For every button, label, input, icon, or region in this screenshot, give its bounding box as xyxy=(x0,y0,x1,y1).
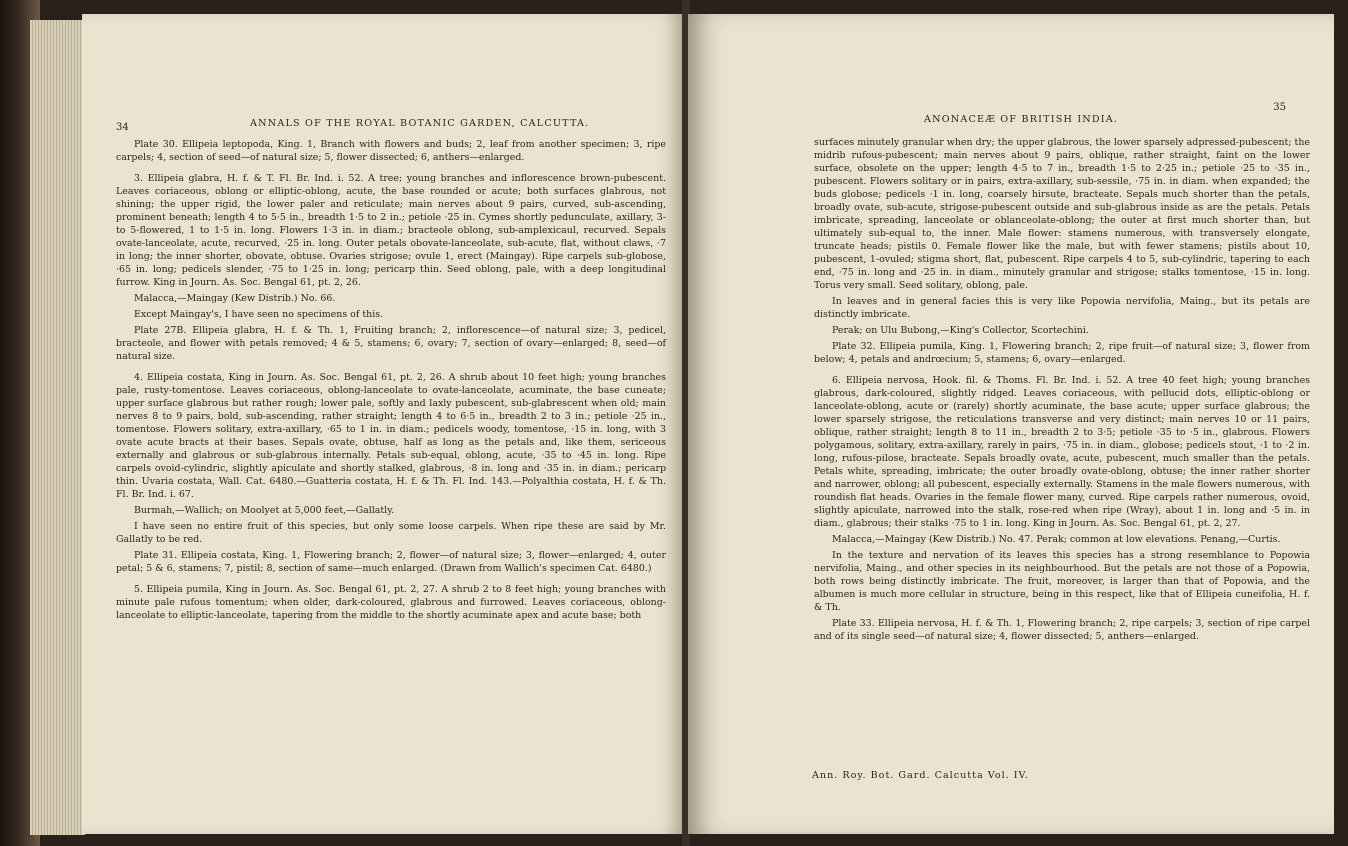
paragraph: Plate 31. Ellipeia costata, King. 1, Flowering branch; 2, flower—of natural size; 3, flower—enlarged; 4, outer petal; 5 & 6, stamens; 7, pistil; 8, section of same—much enlarged. (Drawn from Wallich's specimen Cat. 6480.) xyxy=(116,550,666,574)
paragraph: Plate 30. Ellipeia leptopoda, King. 1, Branch with flowers and buds; 2, leaf from another specimen; 3, ripe carpels; 4, section of seed—of natural size; 5, flower dissected; 6, anthers—enlarged. xyxy=(116,139,666,163)
right-body-text xyxy=(814,136,1310,646)
left-page-number: 34 xyxy=(116,122,129,133)
paragraph: Plate 33. Ellipeia nervosa, H. f. & Th. 1, Flowering branch; 2, ripe carpels; 3, section of ripe carpel and of its single seed—of natural size; 4, flower dissected; 5, anthers—enlarged. xyxy=(814,618,1310,642)
paragraph: Plate 27B. Ellipeia glabra, H. f. & Th. 1, Fruiting branch; 2, inflorescence—of natural size; 3, pedicel, bracteole, and flower with petals removed; 4 & 5, stamens; 6, ovary; 7, section of ovary—enlarged; 8, seed—of natural size. xyxy=(116,325,666,362)
paragraph: 5. Ellipeia pumila, King in Journ. As. Soc. Bengal 61, pt. 2, 27. A shrub 2 to 8 feet high; young branches with minute pale rufous tomentum; when older, dark-coloured, glabrous and furrowed. Leaves coriaceous, oblong-lanceolate to elliptic-lanceolate, tapering from the middle to the shortly acuminate apex and acute base; both xyxy=(116,584,666,621)
paragraph: In leaves and in general facies this is very like Popowia nervifolia, Maing., but its petals are distinctly imbricate. xyxy=(814,296,1310,320)
paragraph: 3. Ellipeia glabra, H. f. & T. Fl. Br. Ind. i. 52. A tree; young branches and inflorescence brown-pubescent. Leaves coriaceous, oblong or elliptic-oblong, acute, the base rounded or acute; both surfaces glabrous, not shining; the upper rigid, the lower paler and reticulate; main nerves about 9 pairs, curved, sub-ascending, prominent beneath; length 4 to 5·5 in., breadth 1·5 to 2 in.; petiole ·25 in. Cymes shortly pedunculate, axillary, 3- to 5-flowered, 1 to 1·5 in. long. Flowers 1·3 in. in diam.; bracteole oblong, sub-amplexicaul, recurved. Sepals ovate-lanceolate, acute, recurved, ·25 in. long. Outer petals obovate-lanceolate, sub-acute, flat, without claws, ·7 in long; the inner shorter, obovate, obtuse. Ovaries strigose; ovule 1, erect (Maingay). Ripe carpels sub-globose, ·65 in. long; pedicels slender, ·75 to 1·25 in. long; pericarp thin. Seed oblong, pale, with a deep longitudinal furrow. King in Journ. As. Soc. Bengal 61, pt. 2, 26. xyxy=(116,173,666,288)
paragraph: Perak; on Ulu Bubong,—King's Collector, Scortechini. xyxy=(832,325,1089,336)
paragraph: Malacca,—Maingay (Kew Distrib.) No. 66. xyxy=(134,293,336,304)
left-body-text xyxy=(116,138,666,625)
page-footer: Ann. Roy. Bot. Gard. Calcutta Vol. IV. xyxy=(812,770,1029,781)
background-edge xyxy=(1334,0,1348,846)
paragraph: 4. Ellipeia costata, King in Journ. As. Soc. Bengal 61, pt. 2, 26. A shrub about 10 feet high; young branches pale, rusty-tomentose. Leaves coriaceous, oblong-lanceolate to ovate-lanceolate, acuminate, the base cuneate; upper surface glabrous but rather rough; lower pale, softly and laxly pubescent, sub-glabrescent when old; main nerves 8 to 9 pairs, bold, sub-ascending, rather straight; length 4 to 6·5 in., breadth 2 to 3 in.; petiole ·25 in., tomentose. Flowers solitary, extra-axillary, ·65 to 1 in. in diam.; pedicels woody, tomentose, ·15 in. long, with 3 ovate acute bracts at their bases. Sepals ovate, obtuse, half as long as the petals and, like them, sericeous externally and glabrous or sub-glabrous internally. Petals sub-equal, oblong, acute, ·35 to ·45 in. long. Ripe carpels ovoid-cylindric, slightly apiculate and shortly stalked, glabrous, ·8 in. long and ·35 in. in diam.; pericarp thin. Uvaria costata, Wall. Cat. 6480.—Guatteria costata, H. f. & Th. Fl. Ind. 143.—Polyalthia costata, H. f. & Th. Fl. Br. Ind. i. 67. xyxy=(116,372,666,500)
right-page xyxy=(688,14,1334,834)
paragraph: 6. Ellipeia nervosa, Hook. fil. & Thoms. Fl. Br. Ind. i. 52. A tree 40 feet high; young branches glabrous, dark-coloured, slightly ridged. Leaves coriaceous, with pellucid dots, elliptic-oblong or lanceolate-oblong, acute or (rarely) shortly acuminate, the base acute; upper surface glabrous; the lower sparsely strigose, the reticulations transverse and very distinct; main nerves 10 or 11 pairs, oblique, rather straight; length 8 to 11 in., breadth 2 to 3·5; petiole ·35 to ·5 in., glabrous. Flowers polygamous, solitary, extra-axillary, rarely in pairs, ·75 in. in diam., globose; pedicels stout, ·1 to ·2 in. long, rufous-pilose, bracteate. Sepals broadly ovate, acute, pubescent, much smaller than the petals. Petals white, spreading, imbricate; the outer broadly ovate-oblong, obtuse; the inner rather shorter and narrower, oblong; all pubescent, especially externally. Stamens in the male flowers numerous, with roundish flat heads. Ovaries in the female flower many, curved. Ripe carpels rather numerous, ovoid, slightly apiculate, narrowed into the stalk, rose-red when ripe (Wray), about 1 in. long and ·5 in. in diam., glabrous; their stalks ·75 to 1 in. long. King in Journ. As. Soc. Bengal 61, pt. 2, 27. xyxy=(814,375,1310,529)
left-running-head: ANNALS OF THE ROYAL BOTANIC GARDEN, CALCUTTA. xyxy=(250,118,590,129)
paragraph: Malacca,—Maingay (Kew Distrib.) No. 47. Perak; common at low elevations. Penang,—Curtis. xyxy=(832,534,1281,545)
left-page xyxy=(82,14,684,834)
right-running-head: ANONACEÆ OF BRITISH INDIA. xyxy=(924,114,1119,125)
right-page-number: 35 xyxy=(1273,102,1286,113)
paragraph: In the texture and nervation of its leaves this species has a strong resemblance to Popowia nervifolia, Maing., and other species in its neighbourhood. But the petals are not those of a Popowia, both rows being distinctly imbricate. The fruit, moreover, is larger than that of Popowia, and the albumen is much more cellular in structure, being in this respect, like that of Ellipeia cuneifolia, H. f. & Th. xyxy=(814,550,1310,613)
paragraph: surfaces minutely granular when dry; the upper glabrous, the lower sparsely adpressed-pubescent; the midrib rufous-pubescent; main nerves about 9 pairs, oblique, rather straight, faint on the lower surface, obsolete on the upper; length 4·5 to 7 in., breadth 1·5 to 2·25 in.; petiole ·25 to ·35 in., pubescent. Flowers solitary or in pairs, extra-axillary, sub-sessile, ·75 in. in diam. when expanded; the buds globose; pedicels ·1 in. long, coarsely hirsute, bracteate. Sepals much shorter than the petals, broadly ovate, sub-acute, strigose-pubescent outside and sub-glabrous inside as are the petals. Petals imbricate, spreading, lanceolate or oblanceolate-oblong; the outer at first much shorter than, but ultimately sub-equal to, the inner. Male flower: stamens numerous, with transversely elongate, truncate heads; pistils 0. Female flower like the male, but with fewer stamens; pistils about 10, pubescent, 1-ovuled; stigma short, flat, pubescent. Ripe carpels 4 to 5, sub-cylindric, tapering to each end, ·75 in. long and ·25 in. in diam., minutely granular and strigose; stalks tomentose, ·15 in. long. Torus very small. Seed solitary, oblong, pale. xyxy=(814,137,1310,291)
paragraph: Except Maingay's, I have seen no specimens of this. xyxy=(134,309,384,320)
paragraph: Burmah,—Wallich; on Moolyet at 5,000 feet,—Gallatly. xyxy=(134,505,395,516)
paragraph: Plate 32. Ellipeia pumila, King. 1, Flowering branch; 2, ripe fruit—of natural size; 3, flower from below; 4, petals and andrœcium; 5, stamens; 6, ovary—enlarged. xyxy=(814,341,1310,365)
paragraph: I have seen no entire fruit of this species, but only some loose carpels. When ripe these are said by Mr. Gallatly to be red. xyxy=(116,521,666,545)
page-edges xyxy=(30,20,85,835)
